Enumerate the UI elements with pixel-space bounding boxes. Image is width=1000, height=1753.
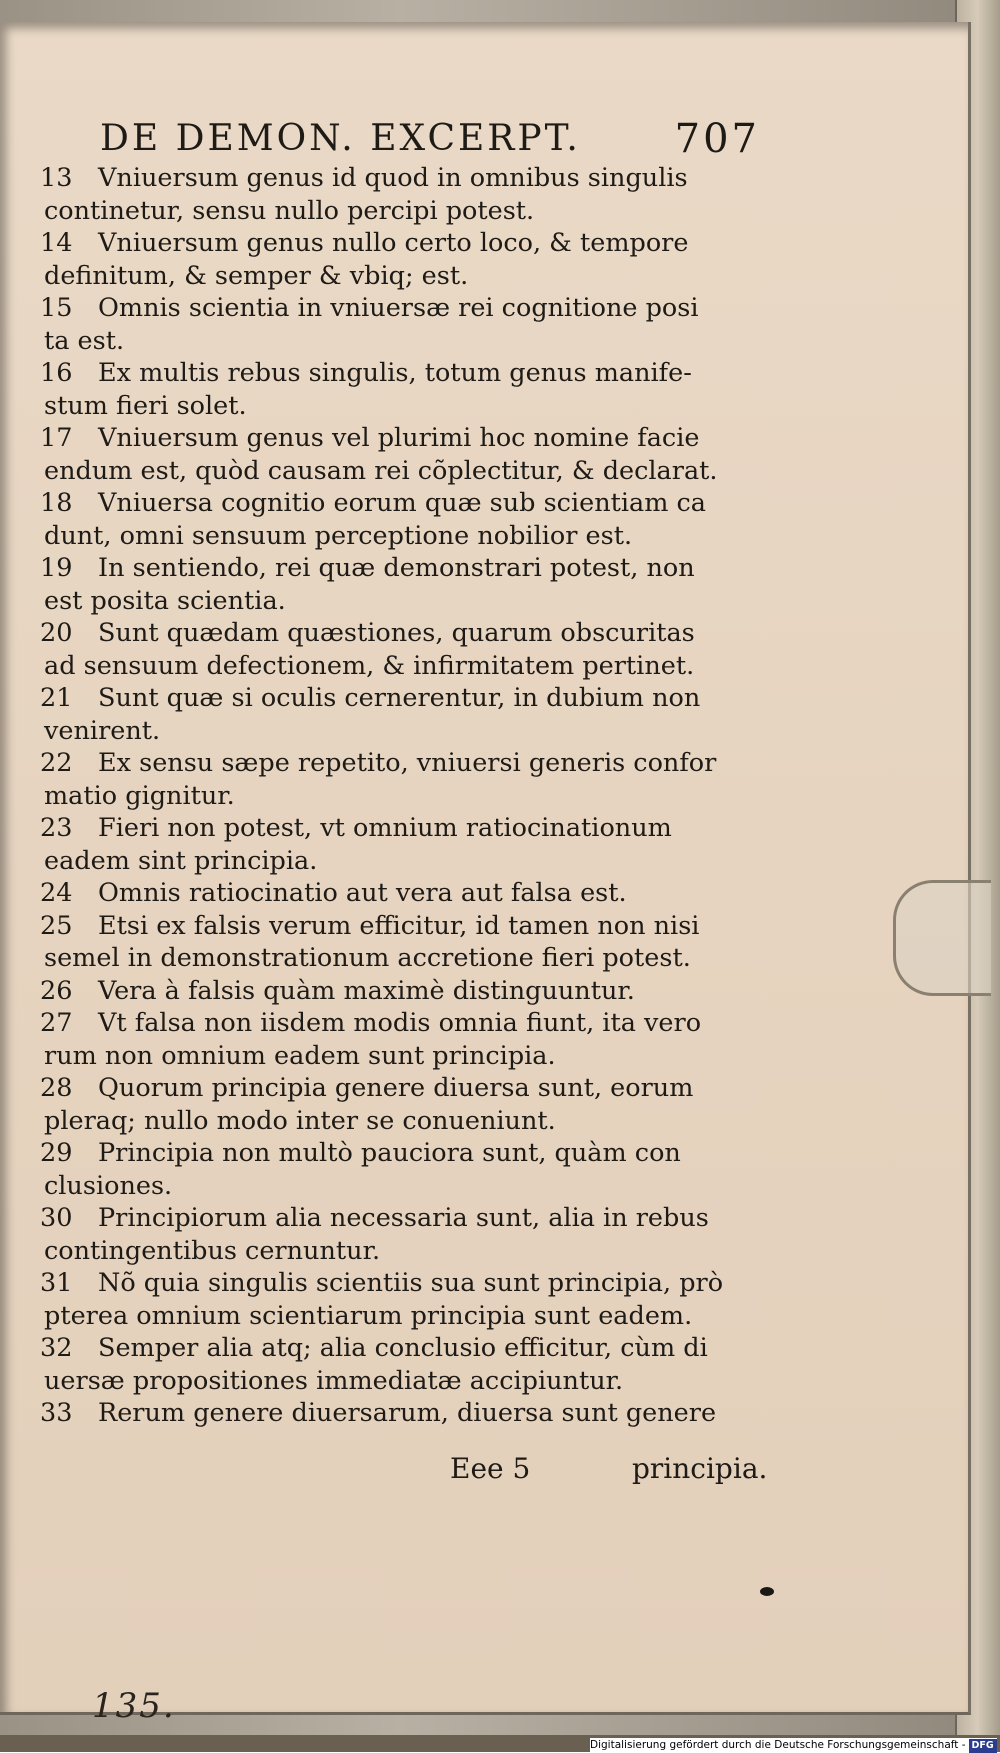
entry-line <box>40 812 780 845</box>
signature-mark: Eee 5 <box>450 1452 531 1485</box>
entry-continuation <box>40 390 780 423</box>
entry-line <box>40 975 780 1008</box>
entry-text: venirent. <box>44 715 161 746</box>
entry-text: Vniuersum genus id quod in omnibus singulis <box>98 163 688 193</box>
entry-text: definitum, & semper & vbiq; est. <box>44 260 469 291</box>
entry-text: Ex sensu sæpe repetito, vniuersi generis confor <box>98 748 717 778</box>
entry-number: 31 <box>40 1268 73 1298</box>
entry-text: Fieri non potest, vt omnium ratiocinationum <box>98 813 672 843</box>
entry-continuation <box>40 1170 780 1203</box>
digitization-credit <box>590 1738 997 1752</box>
entry-text: Quorum principia genere diuersa sunt, eorum <box>98 1073 694 1103</box>
entry-number: 22 <box>40 748 73 778</box>
entry-continuation <box>40 455 780 488</box>
entry-line <box>40 422 780 455</box>
book-clasp <box>893 880 991 996</box>
entry-line <box>40 1007 780 1040</box>
entry-text: uersæ propositiones immediatæ accipiuntur. <box>44 1365 624 1396</box>
entry-text: Etsi ex falsis verum efficitur, id tamen non nisi <box>98 910 700 941</box>
entry-number: 19 <box>40 553 73 583</box>
entry-text: Principia non multò pauciora sunt, quàm con <box>98 1138 681 1168</box>
entry-line <box>40 552 780 585</box>
entry-text: rum non omnium eadem sunt principia. <box>44 1040 556 1071</box>
dfg-logo: DFG <box>969 1739 997 1753</box>
entry-number: 33 <box>40 1398 73 1428</box>
entry-number: 17 <box>40 423 73 453</box>
entry-number: 15 <box>40 293 73 323</box>
entry-text: clusiones. <box>44 1170 173 1201</box>
entry-text: Vt falsa non iisdem modis omnia fiunt, ita vero <box>98 1008 702 1038</box>
entry-continuation <box>40 1365 780 1398</box>
credit-text: Digitalisierung gefördert durch die Deutsche Forschungsgemeinschaft - <box>590 1739 966 1751</box>
running-title: DE DEMON. EXCERPT. <box>100 118 581 159</box>
entry-line <box>40 357 780 390</box>
entry-line <box>40 617 780 650</box>
entry-continuation <box>40 195 780 228</box>
entry-text: endum est, quòd causam rei cõplectitur, & declarat. <box>44 455 718 486</box>
entry-text: semel in demonstrationum accretione fieri potest. <box>44 943 691 973</box>
entry-continuation <box>40 260 780 293</box>
entry-number: 14 <box>40 228 73 258</box>
entry-text: Omnis scientia in vniuersæ rei cognitione posi <box>98 293 699 323</box>
entry-text: Vniuersa cognitio eorum quæ sub scientiam ca <box>98 488 707 518</box>
entry-number: 32 <box>40 1333 73 1363</box>
entry-number: 26 <box>40 975 73 1006</box>
entry-continuation <box>40 585 780 618</box>
entry-text: ad sensuum defectionem, & infirmitatem pertinet. <box>44 650 695 681</box>
ink-spot <box>760 1587 774 1596</box>
entry-line <box>40 1137 780 1170</box>
entry-number: 23 <box>40 813 73 843</box>
entry-number: 20 <box>40 618 73 648</box>
book-page <box>0 22 971 1726</box>
entry-text: Sunt quæ si oculis cernerentur, in dubium non <box>98 683 701 713</box>
entry-number: 28 <box>40 1073 73 1103</box>
entry-text: eadem sint principia. <box>44 845 318 876</box>
entry-text: est posita scientia. <box>44 585 286 616</box>
entry-line <box>40 1267 780 1300</box>
entry-text: Vniuersum genus vel plurimi hoc nomine facie <box>98 423 700 453</box>
entry-number: 30 <box>40 1203 73 1233</box>
entry-text: Vniuersum genus nullo certo loco, & tempore <box>98 228 689 258</box>
entry-line <box>40 1202 780 1235</box>
entry-text: pleraq; nullo modo inter se conueniunt. <box>44 1105 556 1136</box>
entry-text: ta est. <box>44 325 125 356</box>
entry-number: 16 <box>40 358 73 388</box>
entry-text: Nõ quia singulis scientiis sua sunt principia, prò <box>98 1268 724 1298</box>
entry-continuation <box>40 780 780 813</box>
entry-continuation <box>40 1235 780 1268</box>
entry-continuation <box>40 520 780 553</box>
entry-line <box>40 162 780 195</box>
entry-text: In sentiendo, rei quæ demonstrari potest, non <box>98 553 695 583</box>
entry-line <box>40 1332 780 1365</box>
entry-text: Sunt quædam quæstiones, quarum obscuritas <box>98 618 695 648</box>
entry-text: Semper alia atq; alia conclusio efficitur, cùm di <box>98 1333 708 1363</box>
entry-number: 25 <box>40 910 73 941</box>
entry-text: continetur, sensu nullo percipi potest. <box>44 195 535 226</box>
entry-line <box>40 682 780 715</box>
entry-line <box>40 227 780 260</box>
entry-continuation <box>40 1105 780 1138</box>
entry-line <box>40 292 780 325</box>
entry-text: Vera à falsis quàm maximè distinguuntur. <box>98 975 635 1006</box>
entry-continuation <box>40 1300 780 1333</box>
handwritten-note: 135. <box>92 1686 176 1726</box>
running-header <box>100 118 760 164</box>
entry-number: 13 <box>40 163 73 193</box>
text-block <box>40 162 780 1430</box>
entry-line <box>40 910 780 943</box>
entry-text: matio gignitur. <box>44 780 235 811</box>
entry-continuation <box>40 325 780 358</box>
entry-text: pterea omnium scientiarum principia sunt eadem. <box>44 1300 693 1331</box>
entry-continuation <box>40 1040 780 1073</box>
entry-text: Principiorum alia necessaria sunt, alia in rebus <box>98 1203 709 1233</box>
entry-continuation <box>40 845 780 878</box>
entry-number: 18 <box>40 488 73 518</box>
entry-text: stum fieri solet. <box>44 390 247 421</box>
entry-line <box>40 877 780 910</box>
entry-text: contingentibus cernuntur. <box>44 1235 381 1266</box>
entry-number: 21 <box>40 683 73 713</box>
entry-continuation <box>40 650 780 683</box>
folio-number: 707 <box>674 116 760 162</box>
entry-line <box>40 1072 780 1105</box>
entry-number: 27 <box>40 1008 73 1038</box>
catchword: principia. <box>632 1452 768 1485</box>
entry-number: 29 <box>40 1138 73 1168</box>
entry-line <box>40 747 780 780</box>
entry-text: Omnis ratiocinatio aut vera aut falsa est. <box>98 878 627 908</box>
entry-line <box>40 487 780 520</box>
entry-continuation <box>40 715 780 748</box>
entry-line <box>40 1397 780 1430</box>
entry-text: Ex multis rebus singulis, totum genus manife- <box>98 358 692 388</box>
entry-text: dunt, omni sensuum perceptione nobilior est. <box>44 520 633 551</box>
entry-continuation <box>40 942 780 975</box>
entry-text: Rerum genere diuersarum, diuersa sunt genere <box>98 1398 717 1428</box>
entry-number: 24 <box>40 878 73 908</box>
